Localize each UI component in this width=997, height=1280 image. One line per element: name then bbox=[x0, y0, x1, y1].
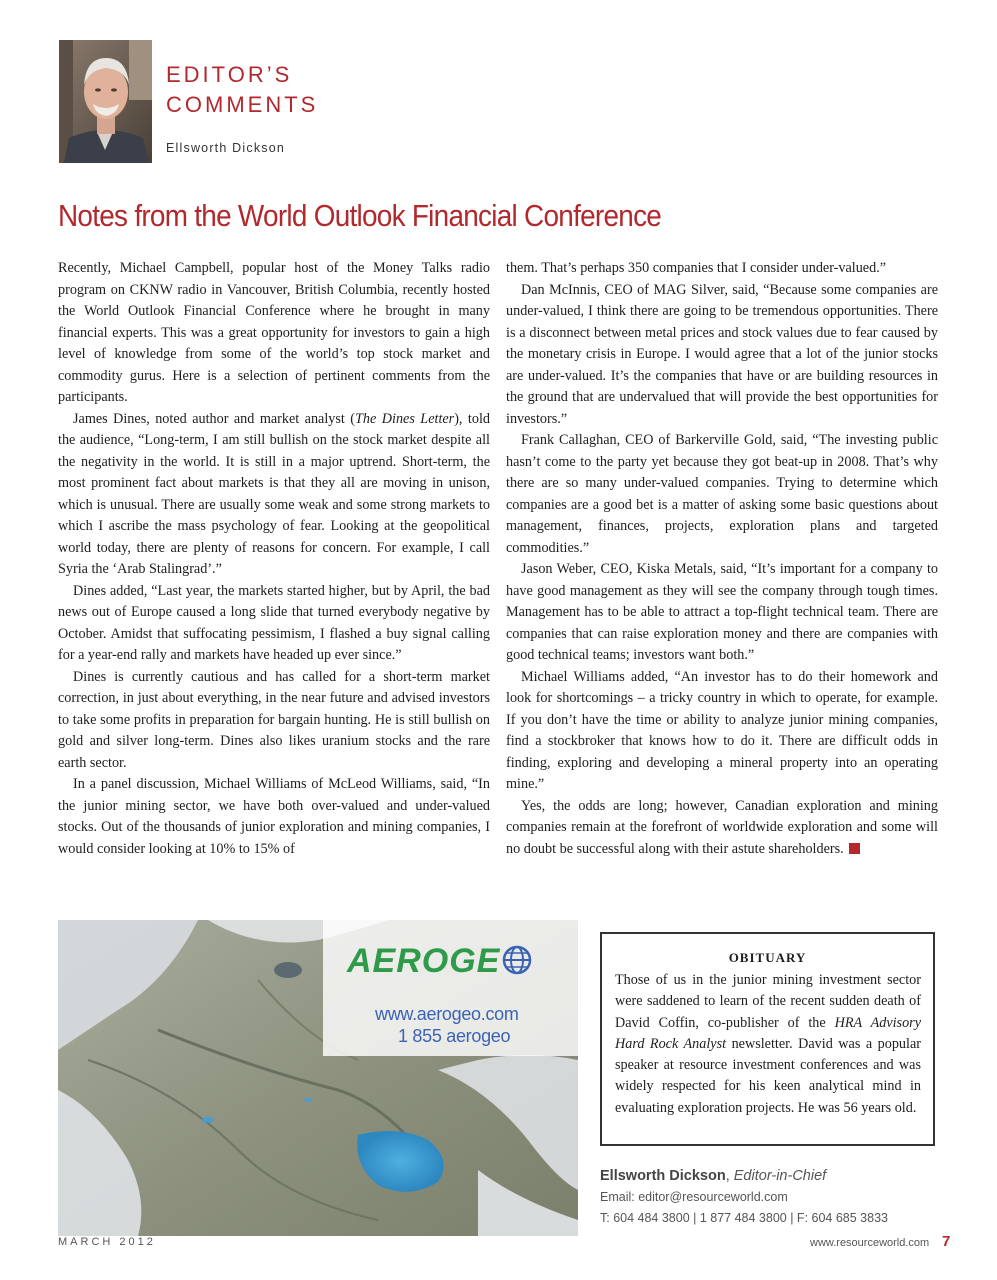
article-paragraph: Recently, Michael Campbell, popular host of the Money Talks radio program on CKNW radio in Vancouver, British Columbia, recently hosted the World Outlook Financial Conference where he brought in many financial experts. This was a great opportunity for investors to gain a high level of knowledge from some of the world’s top stock market and commodity gurus. Here is a selection of pertinent comments from the participants. bbox=[58, 260, 490, 405]
editor-phone-numbers: T: 604 484 3800 | 1 877 484 3800 | F: 604 685 3833 bbox=[600, 1211, 888, 1225]
globe-icon bbox=[502, 945, 532, 975]
author-byline: Ellsworth Dickson bbox=[166, 141, 286, 155]
section-title-line1: EDITOR’S bbox=[166, 62, 293, 87]
author-photo bbox=[59, 40, 152, 163]
dines-intro-text: James Dines, noted author and market analyst ( bbox=[73, 410, 356, 427]
footer-page-number: 7 bbox=[942, 1233, 951, 1250]
article-headline: Notes from the World Outlook Financial Conference bbox=[58, 198, 662, 233]
obituary-box bbox=[600, 932, 935, 1146]
aerogeo-logo-wordmark: AEROGE bbox=[347, 942, 501, 980]
article-paragraph: Dines added, “Last year, the markets started higher, but by April, the bad news out of Europe caused a long slide that turned everybody negative by October. Amidst that suffocating pessimism, I flashed a buy signal calling for a year-end rally and markets have headed up ever since.” bbox=[58, 582, 490, 663]
dines-quote-text: ), told the audience, “Long-term, I am still bullish on the stock market despite all the negativity in the world. It is still in a major uptrend. Short-term, the most prominent fact about markets is that they all are moving in unison, which is unusual. There are usually some weak and some strong markets to which I ascribe the mass psychology of fear. Looking at the geopolitical world today, there are plenty of reasons for concern. For example, I call Syria the ‘Arab Stalingrad’.” bbox=[58, 410, 490, 577]
article-paragraph: Jason Weber, CEO, Kiska Metals, said, “It’s important for a company to have good management as they will see the company through tough times. Management has to be able to attract a top-flight technical team. There are companies that can raise exploration money and there are companies with good technical teams; investors want both.” bbox=[506, 561, 938, 663]
article-column-right bbox=[506, 258, 938, 860]
article-column-left bbox=[58, 258, 490, 860]
obituary-text-end: newsletter. David was a popular speaker at resource investment conferences and was widely respected for his keen analytical mind in evaluating exploration projects. He was 56 years old. bbox=[615, 1035, 921, 1116]
ad-website-link[interactable]: www.aerogeo.com bbox=[375, 1004, 519, 1024]
section-title bbox=[166, 60, 426, 120]
article-paragraph: Dan McInnis, CEO of MAG Silver, said, “Because some companies are under-valued, I think there are going to be tremendous opportunities. There is a disconnect between metal prices and stock values due to fear caused by the monetary crisis in Europe. I would agree that a lot of the junior stocks are under-valued. It’s the companies that have or are building resources in the ground that are undervalued that will provide the best opportunities for investors.” bbox=[506, 281, 938, 427]
obituary-text bbox=[615, 970, 921, 1119]
aerogeo-logo-text bbox=[347, 942, 532, 981]
end-of-article-mark bbox=[849, 843, 860, 854]
article-paragraph: them. That’s perhaps 350 companies that I consider under-valued.” bbox=[506, 260, 887, 276]
aerogeo-advertisement[interactable] bbox=[58, 920, 578, 1236]
obituary-text-start: Those of us in the junior mining investment sector were saddened to learn of the recent sudden death of David Coffin, co-publisher of the bbox=[615, 972, 921, 1031]
dines-publication-title: The Dines Letter bbox=[355, 410, 455, 427]
editor-email[interactable]: Email: editor@resourceworld.com bbox=[600, 1190, 788, 1204]
closing-text: Yes, the odds are long; however, Canadian exploration and mining companies remain at the forefront of worldwide exploration and some will no doubt be successful along with their astute shareholders. bbox=[506, 797, 938, 857]
obituary-title: OBITUARY bbox=[728, 950, 807, 965]
footer-website-link[interactable]: www.resourceworld.com bbox=[810, 1237, 930, 1249]
author-portrait-image bbox=[59, 40, 152, 163]
section-title-line2: COMMENTS bbox=[166, 92, 319, 117]
article-paragraph-closing bbox=[506, 796, 938, 861]
article-paragraph: In a panel discussion, Michael Williams of McLeod Williams, said, “In the junior mining sector, we have both over-valued and under-valued stocks. Out of the thousands of junior exploration and mining companies, I would consider looking at 10% to 15% of bbox=[58, 776, 490, 857]
article-paragraph: Frank Callaghan, CEO of Barkerville Gold, said, “The investing public hasn’t come to the party yet because they got beat-up in 2008. That’s why there are so many under-valued companies. Trying to determine which companies are a good bet is a matter of asking some basic questions about management, finances, projects, exploration plans and targeted commodities.” bbox=[506, 432, 938, 556]
article-paragraph: Michael Williams added, “An investor has to do their homework and look for shortcomings – a tricky country in which to operate, for example. If you don’t have the time or ability to analyze junior mining companies, find a stockbroker that knows how to do it. There are difficult odds in finding, exploring and developing a mineral property into an operating mine.” bbox=[506, 668, 938, 792]
article-paragraph: Dines is currently cautious and has called for a short-term market correction, in just about everything, in the near future and advised investors to take some profits in preparation for bargain hunting. He is still bullish on gold and silver long-term. Dines also likes uranium stocks and the rare earth sector. bbox=[58, 668, 490, 771]
editor-name: Ellsworth Dickson bbox=[600, 1168, 726, 1184]
article-paragraph-dines bbox=[58, 409, 490, 581]
ad-phone-number: 1 855 aerogeo bbox=[398, 1026, 511, 1046]
obituary-publication: HRA Advisory Hard Rock Analyst bbox=[615, 1014, 921, 1052]
editor-role: Editor-in-Chief bbox=[733, 1168, 827, 1184]
footer-issue-date: MARCH 2012 bbox=[58, 1236, 156, 1248]
editor-signature: Ellsworth Dickson, Editor-in-Chief bbox=[600, 1168, 827, 1184]
